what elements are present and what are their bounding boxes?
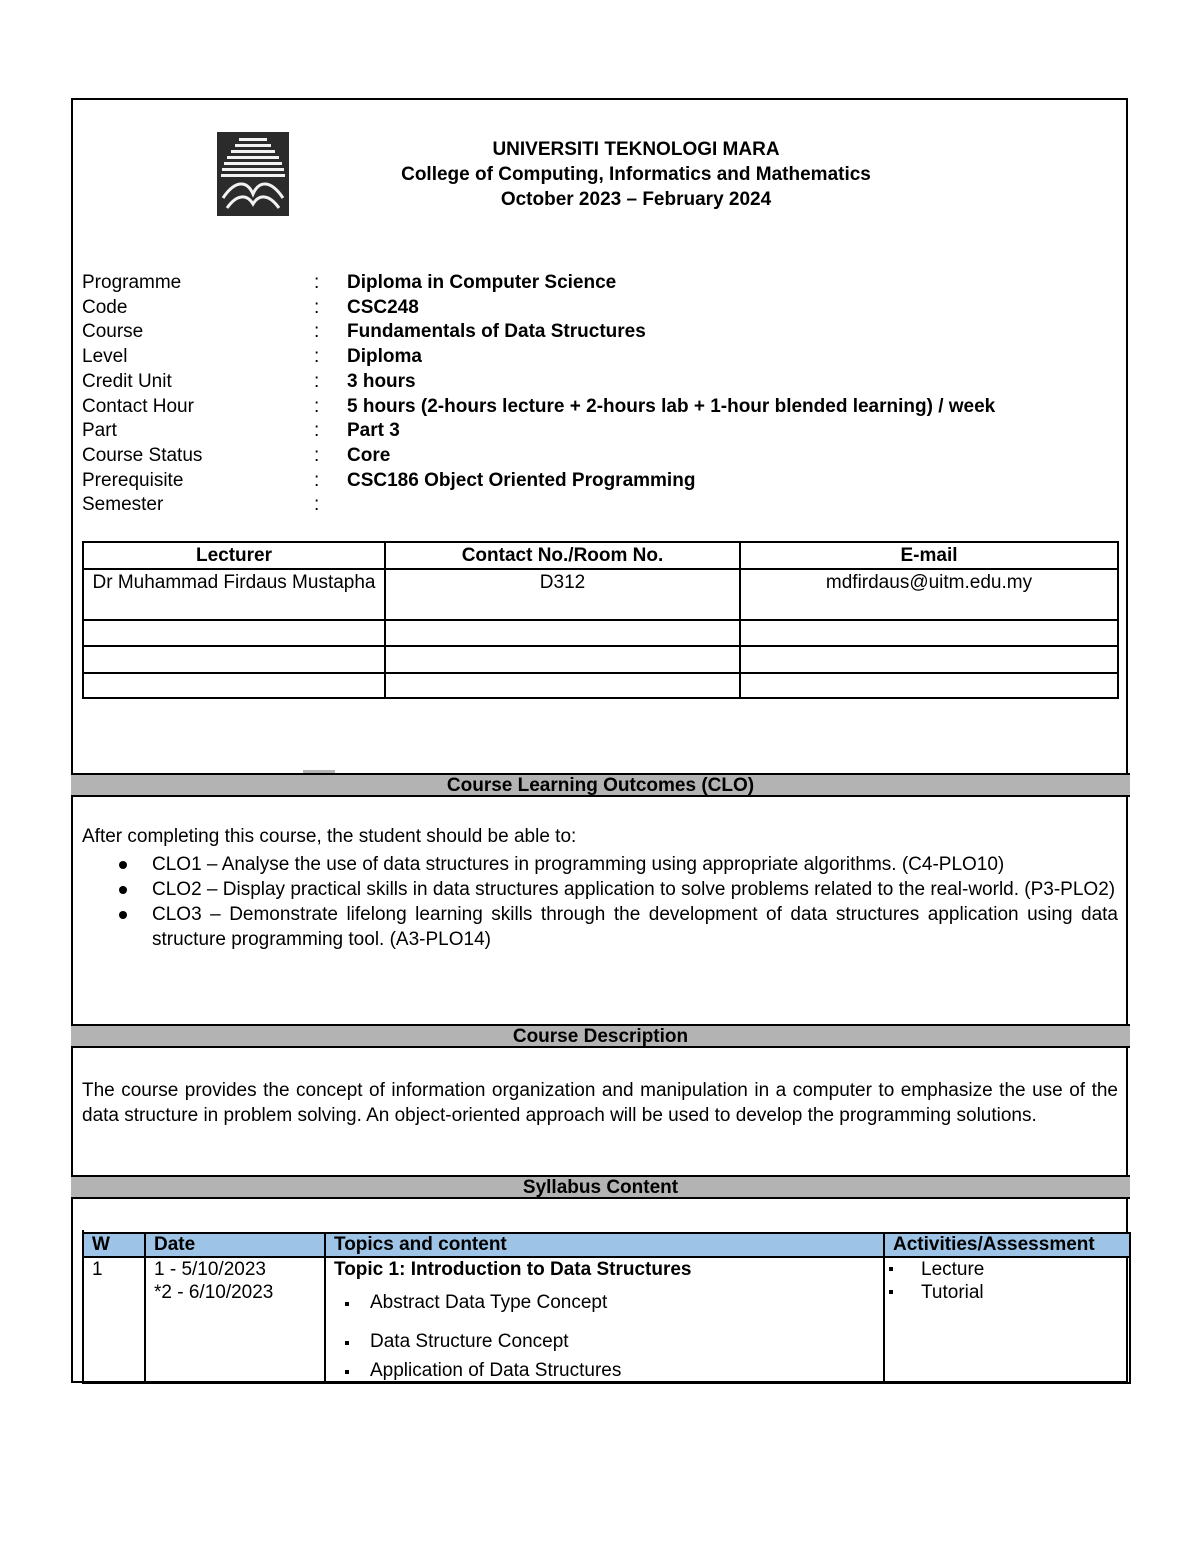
subtopic: Data Structure Concept [370,1331,569,1352]
list-item [82,877,1118,902]
week-dates [145,1257,325,1383]
date-line: 1 - 5/10/2023 [154,1259,266,1280]
clo-text: CLO3 – Demonstrate lifelong learning skills through the development of data structures application using data structure programming tool. (A3-PLO14) [152,904,1118,950]
info-colon: : [314,395,320,417]
section-heading-clo: Course Learning Outcomes (CLO) [71,773,1130,797]
syllabus-table [82,1232,1131,1384]
info-value: Part 3 [347,420,400,442]
info-colon: : [314,444,320,466]
list-item [334,1359,875,1382]
info-value: Fundamentals of Data Structures [347,321,646,343]
lecturer-table [82,541,1119,699]
table-row [83,620,1118,646]
session-period: October 2023 – February 2024 [500,189,772,210]
topic-title: Topic 1: Introduction to Data Structures [334,1259,692,1280]
list-item [889,1258,1121,1281]
info-colon: : [314,469,320,491]
activity: Lecture [921,1259,985,1280]
clo-intro: After completing this course, the student should be able to: [82,826,577,847]
lecturer-room: D312 [385,569,740,620]
info-colon: : [314,346,320,368]
info-value: 5 hours (2-hours lecture + 2-hours lab + 1-hour blended learning) / week [347,395,996,417]
column-header-date: Date [145,1233,325,1257]
info-label: Contact Hour [82,395,194,417]
course-description: The course provides the concept of information organization and manipulation in a computer to emphasize the use of the data structure in problem solving. An object-oriented approach will be used to develop the programming solutions. [82,1080,1118,1126]
list-item [82,902,1118,952]
info-value: CSC186 Object Oriented Programming [347,469,696,491]
date-line: *2 - 6/10/2023 [154,1282,274,1303]
info-value: Diploma in Computer Science [347,272,617,293]
week-number: 1 [83,1257,145,1383]
info-label: Credit Unit [82,370,172,392]
activities-cell [884,1257,1130,1383]
subtopic: Abstract Data Type Concept [370,1292,608,1313]
column-header-lecturer: Lecturer [83,542,385,569]
bullet-icon [889,1267,893,1271]
column-header-activities: Activities/Assessment [884,1233,1130,1257]
info-value: CSC248 [347,296,419,318]
info-label: Programme [82,272,182,293]
bullet-icon [119,886,127,894]
bullet-icon [119,911,127,919]
info-colon: : [314,296,320,318]
subtopic-list [334,1291,875,1382]
section-heading-syllabus: Syllabus Content [71,1175,1130,1199]
list-item [82,852,1118,877]
list-item [334,1330,875,1353]
bullet-icon [345,1370,349,1374]
lecturer-name: Dr Muhammad Firdaus Mustapha [83,569,385,620]
column-header-week: W [83,1233,145,1257]
bullet-icon [345,1302,349,1306]
info-colon: : [314,370,320,392]
info-label: Prerequisite [82,469,184,491]
topic-cell [325,1257,884,1383]
table-row [83,1257,1130,1383]
list-item [334,1291,875,1314]
info-colon: : [314,420,320,442]
info-colon: : [314,494,320,516]
info-colon: : [314,272,320,293]
info-colon: : [314,321,320,343]
info-value: Core [347,444,391,466]
clo-text: CLO2 – Display practical skills in data structures application to solve problems related to the real-world. (P3-PLO2) [152,879,1116,900]
list-item [889,1281,1121,1304]
info-label: Semester [82,494,164,516]
university-logo [217,132,289,216]
table-row [83,569,1118,620]
lecturer-email: mdfirdaus@uitm.edu.my [740,569,1118,620]
info-label: Level [82,346,128,368]
table-row [83,673,1118,698]
activity-list [889,1258,1121,1304]
info-value: 3 hours [347,370,416,392]
info-label: Course [82,321,144,343]
college-name: College of Computing, Informatics and Mathematics [401,164,871,185]
clo-list [82,852,1118,952]
table-row [83,646,1118,673]
bullet-icon [119,861,127,869]
info-label: Code [82,296,128,318]
column-header-contact: Contact No./Room No. [385,542,740,569]
section-heading-description: Course Description [71,1024,1130,1048]
bullet-icon [889,1290,893,1294]
university-name: UNIVERSITI TEKNOLOGI MARA [492,139,780,160]
bullet-icon [345,1341,349,1345]
syllabus-table-header [83,1233,1130,1257]
activity: Tutorial [921,1282,984,1303]
subtopic: Application of Data Structures [370,1360,622,1381]
lecturer-table-header [83,542,1118,569]
column-header-email: E-mail [740,542,1118,569]
clo-text: CLO1 – Analyse the use of data structures in programming using appropriate algorithms. (C4-PLO10) [152,854,1005,875]
column-header-topics: Topics and content [325,1233,884,1257]
info-label: Part [82,420,117,442]
info-value: Diploma [347,346,422,368]
info-label: Course Status [82,444,203,466]
